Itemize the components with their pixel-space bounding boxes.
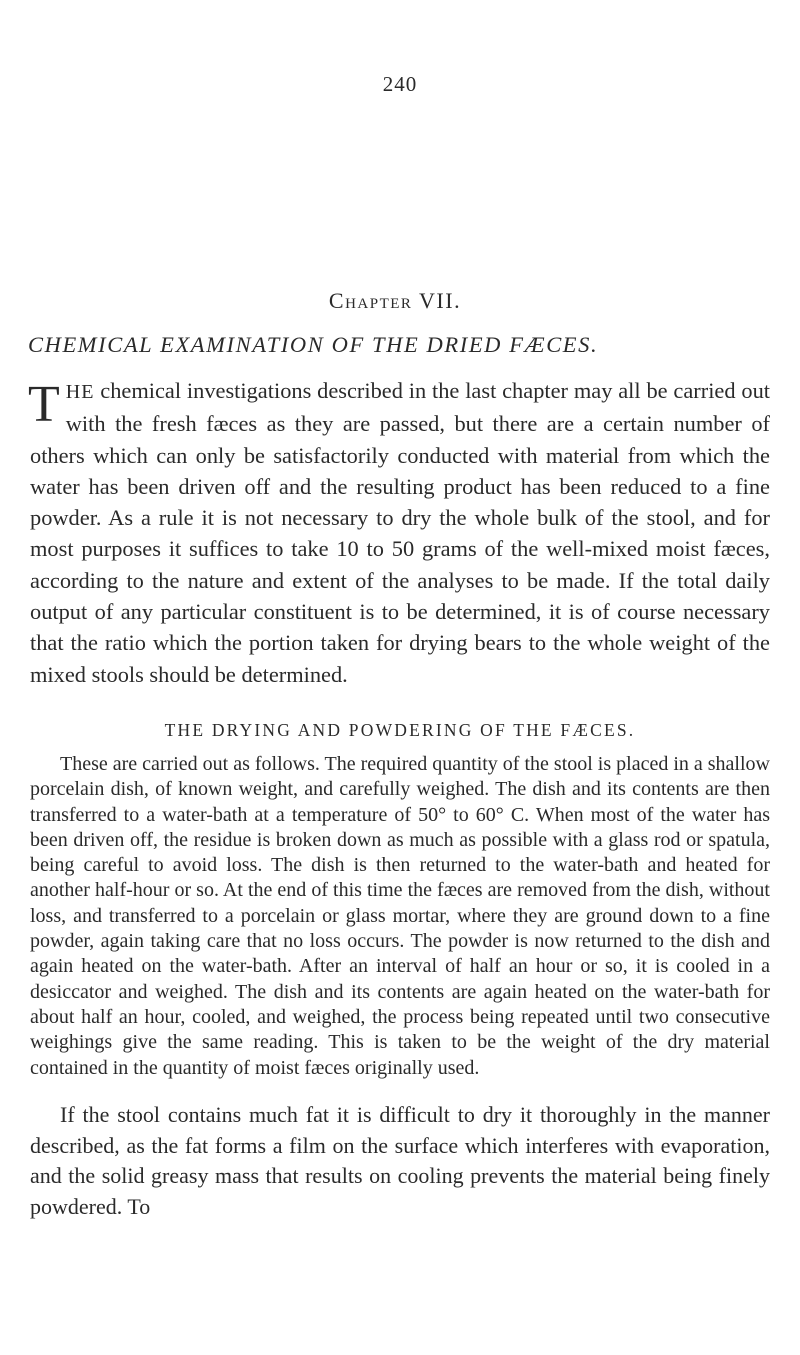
chapter-label-text: Chapter VII. [328,288,462,313]
intro-text: chemical investigations described in the last chapter may all be carried out with the fresh fæces as they are passed, but there are a certain number of others which can only be satisfactorily conducted with material from which the water has been driven off and the resulting product has been reduced to a fine powder. As a rule it is not necessary to dry the whole bulk of the stool, and for most purposes it suffices to take 10 to 50 grams of the well-mixed moist fæces, according to the nature and extent of the analyses to be made. If the total daily output of any particular constituent is to be determined, it is of course necessary that the ratio which the portion taken for drying bears to the whole weight of the mixed stools should be determined. [30,378,770,687]
fat-note-paragraph: If the stool contains much fat it is difficult to dry it thoroughly in the manner described, as the fat forms a film on the surface which interferes with evaporation, and the solid greasy mass that results on cooling prevents the material being finely powdered. To [30,1102,770,1219]
drop-cap: T [28,376,60,433]
section-heading: THE DRYING AND POWDERING OF THE FÆCES. [164,720,636,740]
procedure-paragraph: These are carried out as follows. The required quantity of the stool is placed in a shallow porcelain dish, of known weight, and carefully weighed. The dish and its contents are then transferred to a water-bath at a temperature of 50° to 60° C. When most of the water has been driven off, the residue is broken down as much as possible with a glass rod or spatula, being careful to avoid loss. The dish is then returned to the water-bath and heated for another half-hour or so. At the end of this time the fæces are removed from the dish, without loss, and transferred to a porcelain or glass mortar, where they are ground down to a fine powder, again taking care that no loss occurs. The powder is now returned to the dish and again heated on the water-bath. After an interval of half an hour or so, it is cooled in a desiccator and weighed. The dish and its contents are again heated on the water-bath for about half an hour, cooled, and weighed, the process being repeated until two consecutive weighings give the same reading. This is taken to be the weight of the dry material contained in the quantity of moist fæces originally used. [30,753,770,1079]
chapter-title: CHEMICAL EXAMINATION OF THE DRIED FÆCES. [28,332,599,357]
page-number: 240 [382,72,418,96]
intro-paragraph [30,375,770,690]
first-word-rest: HE [65,381,95,403]
chapter-label [0,288,790,314]
